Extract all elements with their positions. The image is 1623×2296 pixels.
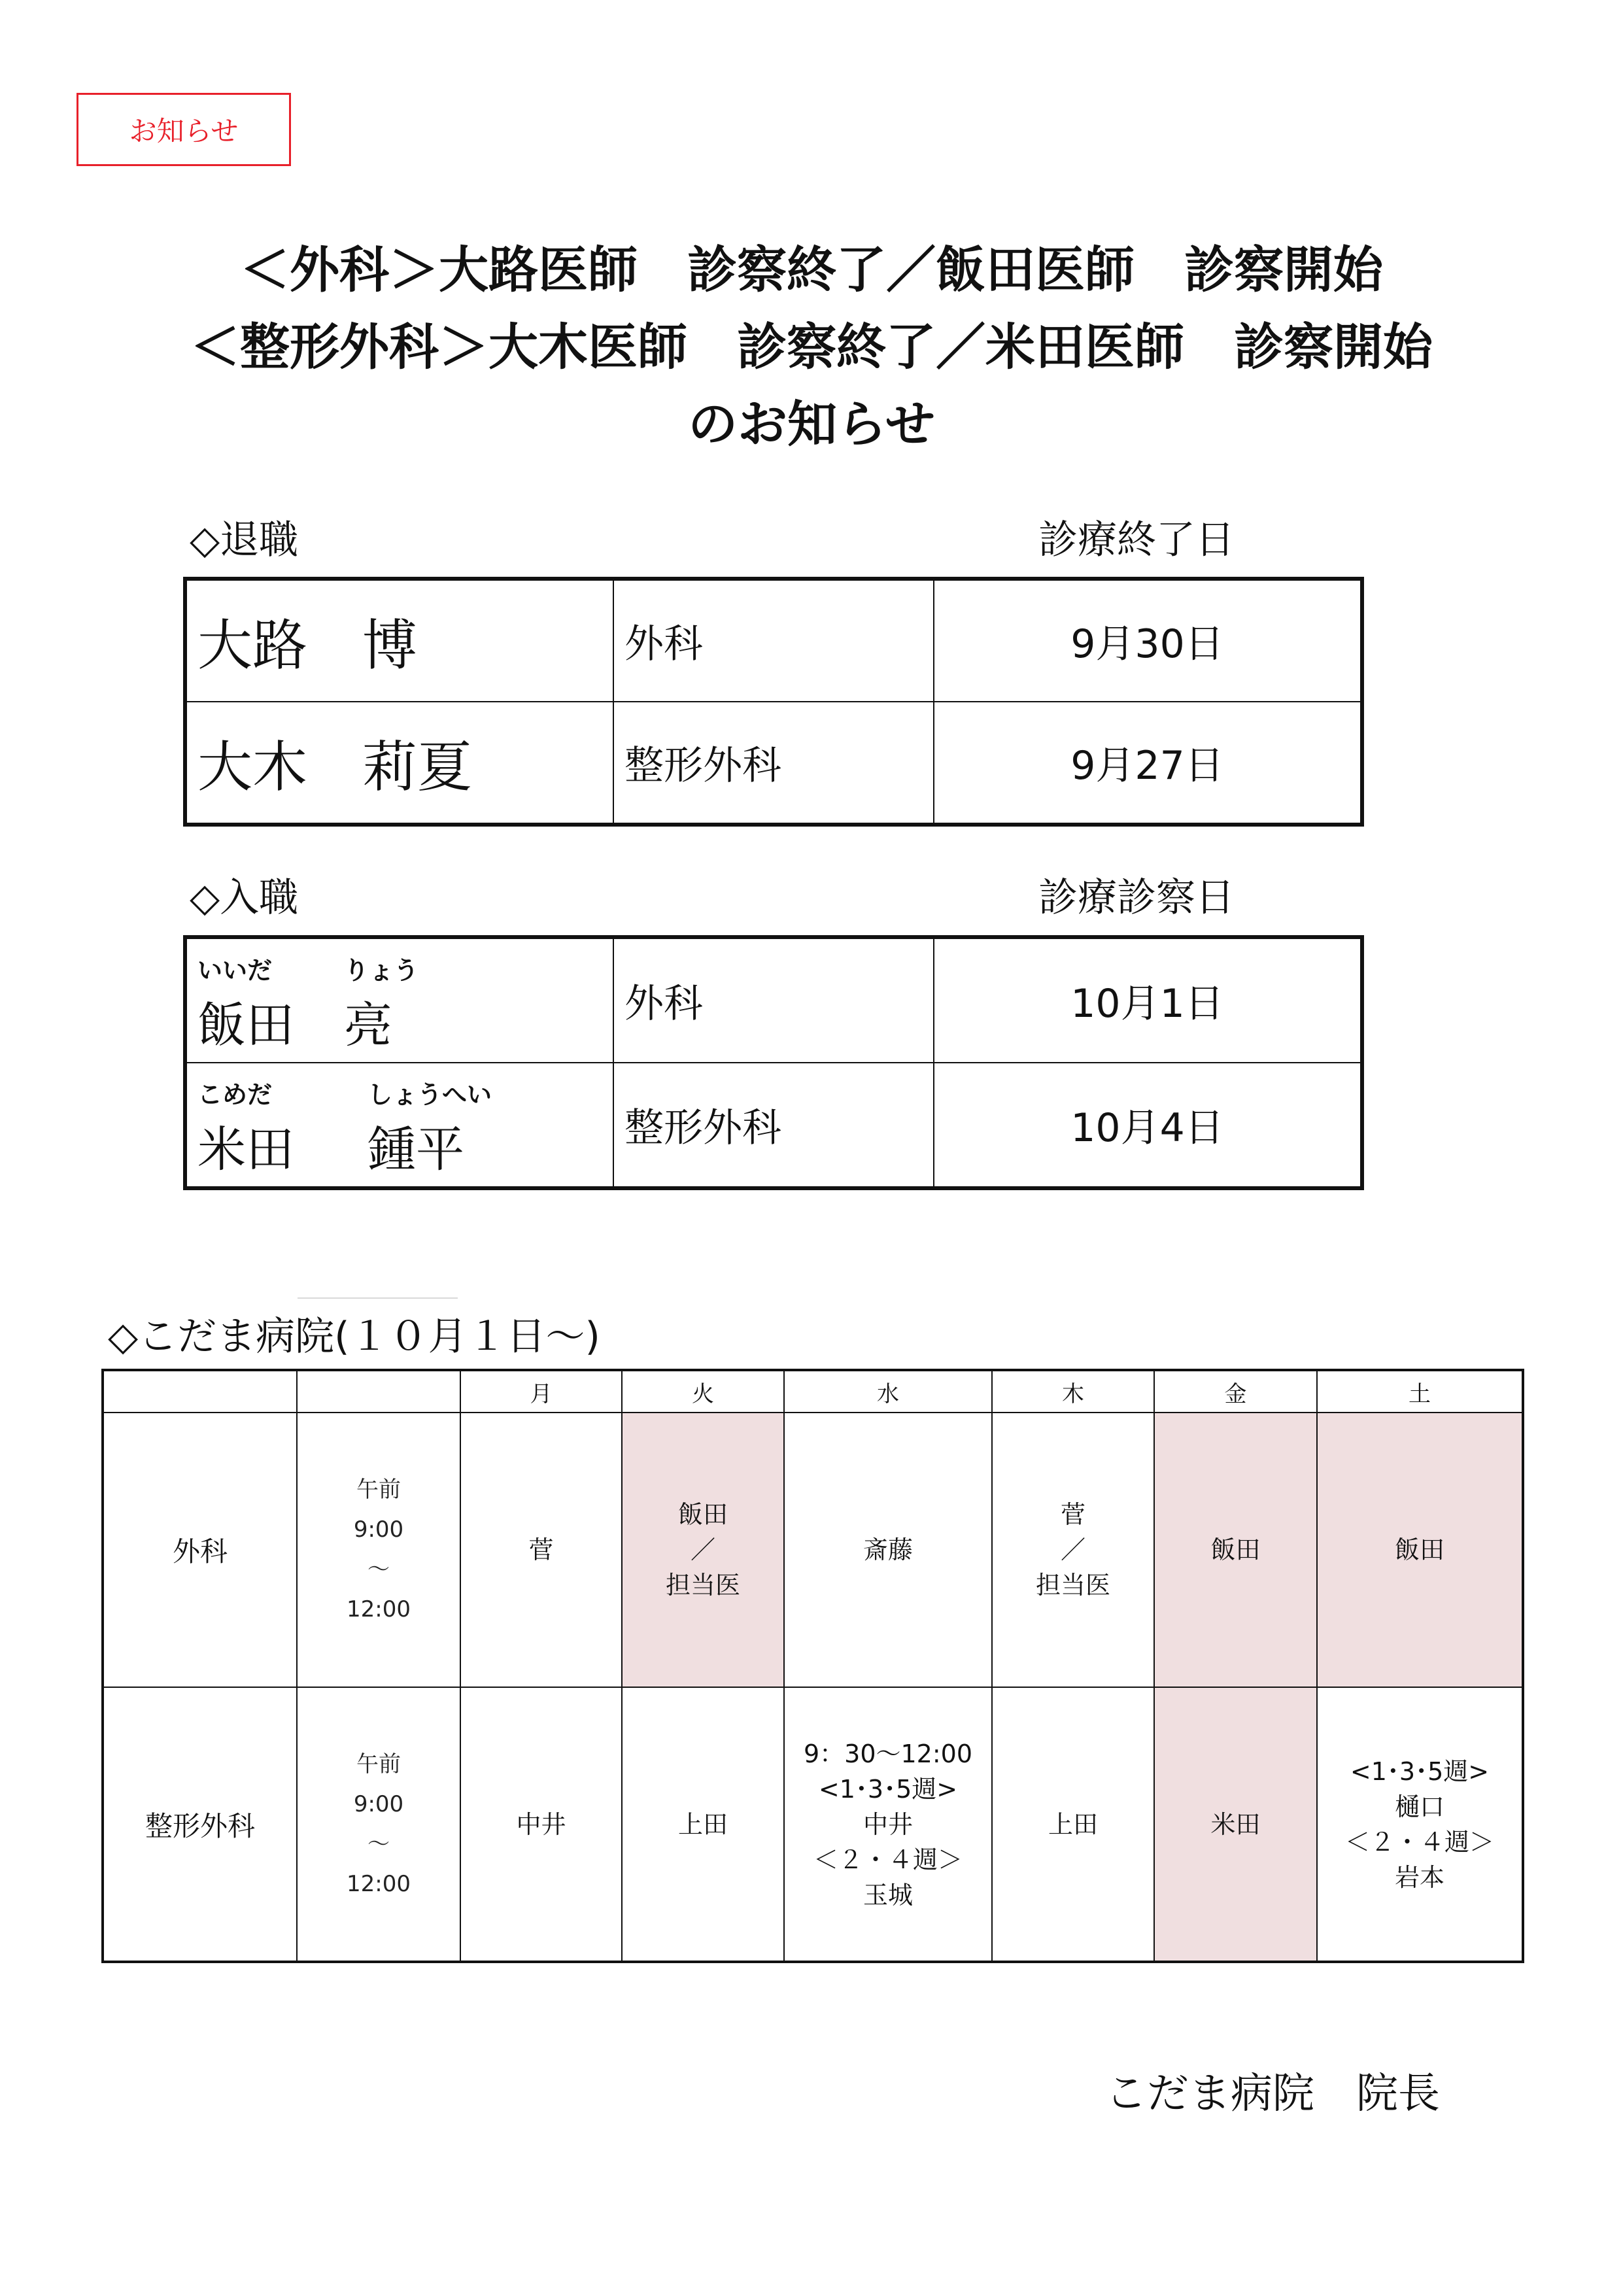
page-title-line-1: ＜外科＞大路医師 診察終了／飯田医師 診察開始	[240, 241, 1383, 299]
day-header: 木	[992, 1370, 1154, 1413]
join-date: 10月4日	[934, 1063, 1362, 1188]
join-date: 10月1日	[934, 937, 1362, 1063]
doctor-cell	[1154, 1413, 1317, 1687]
join-dept: 外科	[613, 937, 934, 1063]
time-line: 〜	[367, 1830, 390, 1857]
doctor-line: 上田	[677, 1809, 728, 1839]
retire-section-label: ◇退職	[190, 517, 299, 563]
doctor-line: ／	[690, 1535, 715, 1564]
day-header: 月	[460, 1370, 622, 1413]
time-cell	[297, 1413, 460, 1687]
blank-header	[103, 1370, 297, 1413]
time-line: 午前	[356, 1751, 401, 1777]
doctor-cell	[784, 1413, 992, 1687]
doctor-line: 飯田	[677, 1500, 728, 1529]
join-table	[183, 935, 1364, 1190]
doctor-cell	[1317, 1413, 1523, 1687]
dept-name: 外科	[103, 1413, 297, 1687]
doctor-cell	[1317, 1687, 1523, 1962]
doctor-line: 米田	[1210, 1809, 1261, 1839]
time-line: 12:00	[347, 1870, 411, 1897]
retire-name: 大木 莉夏	[185, 702, 613, 825]
time-line: 〜	[367, 1556, 390, 1583]
blank-header	[297, 1370, 460, 1413]
day-header: 土	[1317, 1370, 1523, 1413]
doctor-line: 飯田	[1210, 1535, 1261, 1564]
doctor-line: 樋口	[1394, 1792, 1444, 1821]
doctor-line: 斎藤	[863, 1535, 913, 1564]
schedule-header-row	[103, 1370, 1523, 1413]
doctor-line: ＜２・４週＞	[813, 1845, 963, 1874]
join-date-label: 診療診察日	[1038, 875, 1235, 921]
table-row	[185, 702, 1362, 825]
page-title-line-2: ＜整形外科＞大木医師 診察終了／米田医師 診察開始	[190, 318, 1433, 376]
schedule-row-orthopedics	[103, 1687, 1523, 1962]
doctor-line: 菅	[528, 1535, 554, 1564]
join-name-cell	[185, 937, 613, 1063]
retire-dept: 整形外科	[613, 702, 934, 825]
retire-date: 9月27日	[934, 702, 1362, 825]
ruby-given: りょう	[344, 956, 419, 985]
doctor-cell	[460, 1687, 622, 1962]
ruby-family: いいだ	[197, 956, 273, 985]
doctor-line: 菅	[1060, 1500, 1085, 1529]
family-name: 米田	[197, 1122, 294, 1178]
doctor-line: 担当医	[1035, 1571, 1110, 1600]
doctor-line: 玉城	[863, 1880, 913, 1910]
dept-name: 整形外科	[103, 1687, 297, 1962]
join-name-cell	[185, 1063, 613, 1188]
doctor-cell	[622, 1413, 784, 1687]
doctor-line: 飯田	[1394, 1535, 1444, 1564]
signature-footer: こだま病院 院長	[1105, 2070, 1440, 2118]
retire-date-label: 診療終了日	[1038, 517, 1235, 563]
given-name: 鍾平	[367, 1122, 464, 1178]
doctor-line: <1･3･5週>	[818, 1774, 958, 1804]
join-section-label: ◇入職	[190, 875, 299, 921]
notice-badge: お知らせ	[77, 93, 291, 166]
time-line: 9:00	[353, 1791, 404, 1817]
family-name: 飯田	[197, 997, 294, 1054]
doctor-cell	[622, 1687, 784, 1962]
doctor-cell	[992, 1687, 1154, 1962]
time-cell	[297, 1687, 460, 1962]
doctor-cell	[460, 1413, 622, 1687]
doctor-line: 上田	[1048, 1809, 1098, 1839]
given-name: 亮	[344, 997, 392, 1054]
table-row	[185, 579, 1362, 702]
doctor-cell	[784, 1687, 992, 1962]
schedule-table	[101, 1369, 1524, 1963]
time-line: 午前	[356, 1477, 401, 1503]
retire-table	[183, 577, 1364, 827]
doctor-line: 中井	[863, 1809, 913, 1839]
schedule-row-surgery	[103, 1413, 1523, 1687]
ruby-given: しょうへい	[367, 1080, 492, 1109]
doctor-line: 9：30〜12:00	[803, 1739, 973, 1768]
doctor-line: ／	[1060, 1535, 1085, 1564]
day-header: 水	[784, 1370, 992, 1413]
time-line: 9:00	[353, 1516, 404, 1543]
ruby-family: こめだ	[197, 1080, 273, 1109]
doctor-line: <1･3･5週>	[1350, 1756, 1490, 1786]
divider	[298, 1297, 458, 1299]
doctor-cell	[992, 1413, 1154, 1687]
day-header: 火	[622, 1370, 784, 1413]
doctor-cell	[1154, 1687, 1317, 1962]
page-title-line-3: のお知らせ	[688, 395, 935, 453]
doctor-line: ＜２・４週＞	[1344, 1827, 1494, 1857]
retire-date: 9月30日	[934, 579, 1362, 702]
table-row	[185, 937, 1362, 1063]
day-header: 金	[1154, 1370, 1317, 1413]
doctor-line: 岩本	[1394, 1862, 1444, 1892]
doctor-line: 担当医	[665, 1571, 740, 1600]
join-dept: 整形外科	[613, 1063, 934, 1188]
retire-dept: 外科	[613, 579, 934, 702]
retire-name: 大路 博	[185, 579, 613, 702]
schedule-section-label: ◇こだま病院(１０月１日〜)	[108, 1314, 600, 1360]
time-line: 12:00	[347, 1596, 411, 1622]
table-row	[185, 1063, 1362, 1188]
doctor-line: 中井	[516, 1809, 566, 1839]
